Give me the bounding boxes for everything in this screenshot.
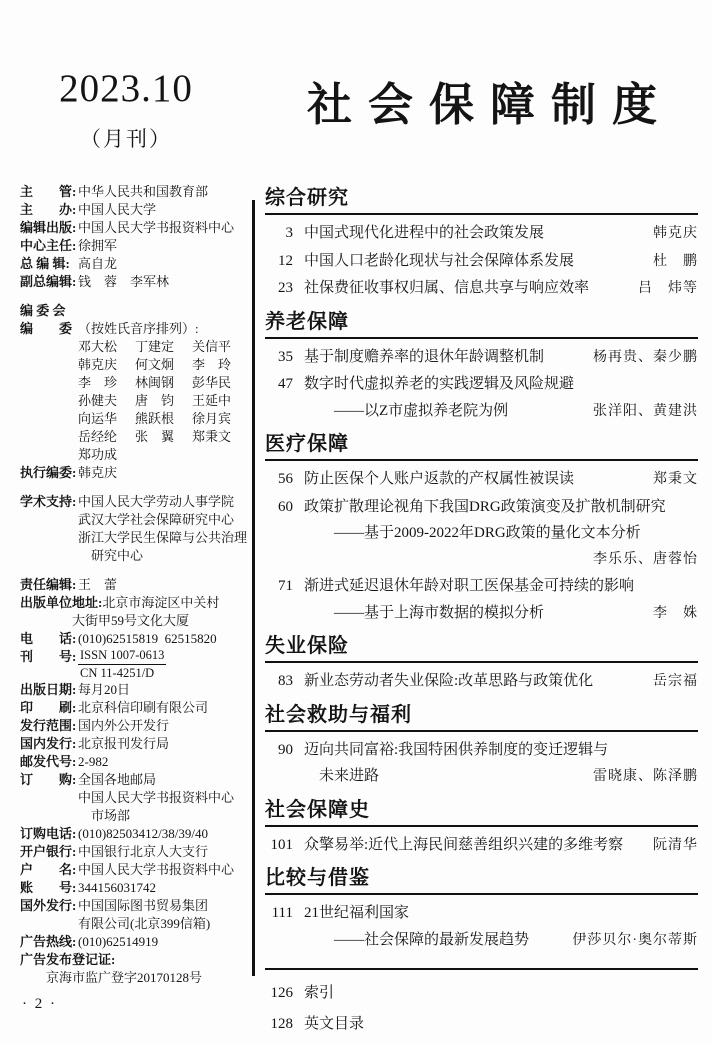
entry-author: 雷晓康、陈泽鹏 <box>593 769 698 784</box>
toc-entry-row <box>265 900 698 927</box>
masthead-value <box>78 464 244 482</box>
masthead-row <box>20 576 244 594</box>
section-rule <box>265 730 698 732</box>
toc-entry-row <box>265 398 698 426</box>
entry-title: 索引 <box>304 985 335 1001</box>
masthead-label: 学术支持: <box>20 494 77 509</box>
page-number: · 2 · <box>22 996 57 1012</box>
masthead-label: 广告热线: <box>20 934 77 949</box>
masthead-row <box>20 237 244 255</box>
section-rule <box>265 459 698 461</box>
section-rule <box>265 337 698 339</box>
toc-entry-row <box>265 220 698 248</box>
masthead-label: 国外发行: <box>20 898 77 913</box>
entry-title: 政策扩散理论视角下我国DRG政策演变及扩散机制研究 <box>304 498 666 515</box>
board-member-name: 孙健夫 <box>78 393 118 408</box>
toc-entry-row <box>265 547 698 574</box>
section-rule <box>265 893 698 895</box>
journal-title: 社会保障制度 <box>306 79 673 130</box>
section-heading: 综合研究 <box>265 187 349 209</box>
masthead-value-line: 研究中心 <box>78 548 144 563</box>
masthead-label: 订购电话: <box>20 826 77 841</box>
board-member-name: 韩克庆 <box>78 357 118 372</box>
masthead-value-line: 北京报刊发行局 <box>78 736 170 751</box>
masthead-value <box>78 753 244 771</box>
entry-page-number: 3 <box>285 225 293 241</box>
masthead-value <box>78 735 244 753</box>
section-heading: 社会救助与福利 <box>265 703 412 726</box>
entry-title: 社保费征收事权归属、信息共享与响应效率 <box>304 280 590 296</box>
masthead-value-line: 北京科信印刷有限公司 <box>78 700 209 715</box>
entry-page-number: 47 <box>278 376 293 392</box>
back-matter-rule <box>265 968 698 970</box>
entry-subtitle: ——以Z市虚拟养老院为例 <box>334 402 509 419</box>
entry-title: 基于制度赡养率的退休年龄调整机制 <box>304 348 545 365</box>
section-rule <box>265 661 698 663</box>
masthead-value-line: 市场部 <box>78 808 131 823</box>
entry-title: 中国式现代化进程中的社会政策发展 <box>304 225 545 241</box>
entry-title: 防止医保个人账户返款的产权属性被误读 <box>304 471 575 487</box>
entry-title: 迈向共同富裕:我国特困供养制度的变迁逻辑与 <box>304 741 609 758</box>
column-divider-line <box>252 200 255 976</box>
board-member-name: 李 珍 <box>78 375 118 390</box>
entry-title: 渐进式延迟退休年龄对职工医保基金可持续的影响 <box>304 578 635 594</box>
board-member-name: 岳经纶 <box>78 429 118 444</box>
masthead-value-line: 中国银行北京人大支行 <box>78 844 209 859</box>
masthead-value-line: 中国人民大学书报资料中心 <box>78 862 235 877</box>
masthead-value-line: 中华人民共和国教育部 <box>78 184 209 199</box>
masthead-label: 印 刷: <box>20 700 77 715</box>
toc-entry-row <box>265 520 698 547</box>
masthead-value <box>78 843 244 861</box>
board-member-name: 张 翼 <box>135 429 175 444</box>
toc-entry-row <box>265 371 698 398</box>
issue-number: 2023.10 <box>59 67 193 110</box>
masthead-row <box>20 302 244 320</box>
board-member-name: 唐 钧 <box>135 393 175 408</box>
entry-page-number: 111 <box>271 905 293 921</box>
masthead-value-line: 徐拥军 <box>78 238 118 253</box>
entry-page-number: 83 <box>278 673 293 689</box>
masthead-value-line: (010)82503412/38/39/40 <box>78 826 208 841</box>
masthead-row <box>20 825 244 843</box>
masthead-value-line: 韩克庆 <box>78 465 118 480</box>
masthead-value-line: 国内外公开发行 <box>78 718 170 733</box>
masthead-value <box>78 302 244 320</box>
masthead-value <box>78 897 244 933</box>
masthead-row <box>20 735 244 753</box>
masthead-value-line: (010)62514919 <box>78 934 159 949</box>
masthead-row <box>20 255 244 273</box>
masthead-row <box>20 493 248 565</box>
cn-number: CN 11-4251/D <box>80 666 155 680</box>
masthead-row <box>20 648 244 681</box>
masthead-value <box>78 933 244 951</box>
masthead-value <box>78 879 244 897</box>
masthead-label: 广告发布登记证: <box>20 952 116 967</box>
issn-number: ISSN 1007-0613 <box>78 648 166 665</box>
masthead-value <box>78 648 244 681</box>
main-content <box>0 179 712 1040</box>
masthead-value-line: 中国人民大学 <box>78 202 157 217</box>
masthead-label: 发行范围: <box>20 718 77 733</box>
section-rule <box>265 213 698 215</box>
section-heading: 社会保障史 <box>265 798 370 821</box>
masthead-value-line: 北京市海淀区中关村 <box>102 595 220 610</box>
board-member-name: 彭华民 <box>192 375 232 390</box>
toc-entry-row <box>265 248 698 276</box>
entry-author: 伊莎贝尔·奥尔蒂斯 <box>572 932 698 948</box>
masthead-row <box>20 681 244 699</box>
board-name-row <box>20 428 244 446</box>
entry-title: 中国人口老龄化现状与社会保障体系发展 <box>304 252 575 269</box>
section-heading: 养老保障 <box>265 310 349 333</box>
masthead-value <box>78 237 244 255</box>
masthead-row <box>20 464 244 482</box>
masthead-row <box>20 843 244 861</box>
entry-page-number: 90 <box>278 741 293 758</box>
entry-subtitle: ——基于上海市数据的模拟分析 <box>334 604 545 621</box>
masthead-label: 总 编 辑: <box>20 256 70 271</box>
board-member-name: 郑秉文 <box>192 429 232 444</box>
entry-author: 杜 鹏 <box>653 253 698 269</box>
masthead-label: 出版单位地址: <box>20 595 103 610</box>
masthead-row <box>20 717 244 735</box>
masthead-value-line: 钱 蓉 李军林 <box>78 274 170 289</box>
masthead-row <box>20 861 244 879</box>
entry-page-number: 101 <box>270 836 293 853</box>
toc-entry-row <box>265 573 698 600</box>
masthead-label: 副总编辑: <box>20 274 77 289</box>
masthead-label: 编辑出版: <box>20 220 77 235</box>
masthead-value <box>78 493 248 565</box>
section-heading: 失业保险 <box>265 635 349 657</box>
page-header <box>0 0 712 153</box>
entry-author: 李 姝 <box>653 605 698 621</box>
masthead-label: 主 管: <box>20 184 77 199</box>
entry-page-number: 35 <box>278 348 293 365</box>
entry-page-number: 128 <box>270 1016 293 1032</box>
masthead-label: 订 购: <box>20 772 77 787</box>
masthead-value <box>78 183 244 201</box>
section-heading: 医疗保障 <box>265 433 349 455</box>
masthead-value-line: 2-982 <box>78 754 109 769</box>
masthead-value-line: 高自龙 <box>78 256 118 271</box>
masthead-label: 邮发代号: <box>20 754 77 769</box>
board-name-row <box>20 374 244 392</box>
masthead-row <box>20 753 244 771</box>
editorial-board-names <box>20 338 244 464</box>
back-matter-row <box>265 1009 698 1040</box>
toc-entry-row <box>265 763 698 791</box>
board-member-name: 王延中 <box>192 393 232 408</box>
toc-entry-row <box>265 737 698 764</box>
toc-entry-row <box>265 344 698 372</box>
masthead-label: 出版日期: <box>20 682 77 697</box>
back-matter-row <box>265 978 698 1009</box>
masthead-label: 户 名: <box>20 862 77 877</box>
spacer <box>20 565 244 576</box>
board-name-row <box>20 410 244 428</box>
masthead-row <box>20 699 244 717</box>
masthead-row <box>20 320 244 338</box>
masthead-row <box>20 951 244 969</box>
toc-entry-row <box>265 494 698 521</box>
board-member-name: 徐月宾 <box>192 411 232 426</box>
masthead-below-line: 大街甲59号文化大厦 <box>20 613 190 628</box>
entry-title: 21世纪福利国家 <box>304 905 410 921</box>
masthead-value <box>78 717 244 735</box>
board-member-name: 熊跃根 <box>135 411 175 426</box>
masthead-value-line: 有限公司(北京399信箱) <box>78 916 211 931</box>
entry-author: 韩克庆 <box>653 226 698 241</box>
entry-title: 众擎易举:近代上海民间慈善组织兴建的多维考察 <box>304 836 624 853</box>
masthead-value-line: 每月20日 <box>78 682 131 697</box>
entry-author: 郑秉文 <box>653 472 698 487</box>
masthead-value-line: （按姓氏音序排列）: <box>78 321 199 336</box>
entry-subtitle: 未来进路 <box>319 768 380 784</box>
masthead-label: 责任编辑: <box>20 577 77 592</box>
masthead-row <box>20 183 244 201</box>
board-member-name: 李 玲 <box>192 357 232 372</box>
masthead-value <box>78 630 244 648</box>
entry-page-number: 60 <box>278 498 293 515</box>
masthead-row <box>20 630 244 648</box>
masthead-value <box>78 681 244 699</box>
entry-page-number: 12 <box>278 252 293 269</box>
masthead-value <box>78 576 244 594</box>
masthead-value-line: 中国人民大学劳动人事学院 <box>78 494 235 509</box>
board-name-row <box>20 356 244 374</box>
masthead-value-line: 中国国际图书贸易集团 <box>78 898 209 913</box>
entry-author: 吕 炜等 <box>638 281 698 296</box>
masthead-value <box>78 699 244 717</box>
masthead-value <box>78 273 244 291</box>
entry-author: 杨再贵、秦少鹏 <box>593 349 698 365</box>
masthead-value-line: 中国人民大学书报资料中心 <box>78 220 235 235</box>
board-member-name: 向运华 <box>78 411 118 426</box>
masthead-row <box>20 594 244 612</box>
spacer <box>20 482 244 493</box>
toc-entry-row <box>265 466 698 494</box>
masthead-label: 国内发行: <box>20 736 77 751</box>
masthead-value <box>78 861 244 879</box>
board-member-name: 林闽钢 <box>135 375 175 390</box>
entry-subtitle: ——社会保障的最新发展趋势 <box>334 931 530 948</box>
masthead-value <box>102 594 244 612</box>
entry-title: 英文目录 <box>304 1016 365 1032</box>
board-member-name: 何文炯 <box>135 357 175 372</box>
issue-block <box>0 66 252 153</box>
masthead-value <box>78 219 244 237</box>
masthead-value <box>78 201 244 219</box>
entry-page-number: 126 <box>270 985 293 1001</box>
masthead-row <box>20 273 244 291</box>
masthead-value-line: 王 蕾 <box>78 577 118 592</box>
masthead-value-line: 浙江大学民生保障与公共治理 <box>78 530 248 545</box>
masthead-value-line: 中国人民大学书报资料中心 <box>78 790 235 805</box>
masthead-value <box>78 825 244 843</box>
masthead-value-line: 344156031742 <box>78 880 156 895</box>
entry-page-number: 56 <box>278 471 293 487</box>
toc-entry-row <box>265 668 698 696</box>
back-matter <box>265 978 698 1040</box>
entry-page-number: 71 <box>278 578 293 594</box>
board-name-row <box>20 338 244 356</box>
masthead-row <box>20 201 244 219</box>
issn-cn-fraction <box>78 648 166 681</box>
entry-title: 数字时代虚拟养老的实践逻辑及风险规避 <box>304 376 575 392</box>
masthead-row <box>20 219 244 237</box>
toc-entry-row <box>265 832 698 860</box>
entry-page-number: 23 <box>278 280 293 296</box>
masthead-row <box>20 879 244 897</box>
masthead-value <box>78 771 244 825</box>
entry-author: 阮清华 <box>653 837 698 853</box>
board-name-row <box>20 446 244 464</box>
masthead-label: 刊 号: <box>20 649 77 664</box>
board-member-name: 丁建定 <box>135 339 175 354</box>
issue-frequency: （月刊） <box>80 127 172 151</box>
masthead-label: 中心主任: <box>20 238 77 253</box>
entry-title: 新业态劳动者失业保险:改革思路与政策优化 <box>304 673 594 689</box>
masthead-value <box>115 951 244 969</box>
masthead-value-line: 全国各地邮局 <box>78 772 157 787</box>
entry-author: 张洋阳、黄建洪 <box>593 403 698 419</box>
section-heading: 比较与借鉴 <box>265 867 370 889</box>
entry-subtitle: ——基于2009-2022年DRG政策的量化文本分析 <box>334 525 641 541</box>
masthead-below-line: 京海市监广登字20170128号 <box>20 970 203 985</box>
masthead-value <box>78 255 244 273</box>
masthead-label: 主 办: <box>20 202 77 217</box>
board-member-name: 郑功成 <box>78 447 118 462</box>
section-rule <box>265 825 698 827</box>
entry-author: 岳宗福 <box>653 674 698 689</box>
spacer <box>20 291 244 302</box>
masthead-label: 编 委 会 <box>20 303 66 318</box>
toc-entry-row <box>265 600 698 628</box>
toc-entry-row <box>265 275 698 303</box>
masthead-label: 电 话: <box>20 631 77 646</box>
masthead-label: 开户银行: <box>20 844 77 859</box>
masthead-row <box>20 933 244 951</box>
masthead-row <box>20 897 244 933</box>
board-member-name: 关信平 <box>192 339 232 354</box>
masthead-label: 执行编委: <box>20 465 77 480</box>
masthead-value <box>78 320 244 338</box>
table-of-contents <box>252 179 712 1040</box>
masthead-row <box>20 771 244 825</box>
entry-author: 李乐乐、唐蓉怡 <box>593 551 698 567</box>
masthead-label: 账 号: <box>20 880 77 895</box>
masthead-value-line: 武汉大学社会保障研究中心 <box>78 512 235 527</box>
masthead-column <box>0 179 252 1040</box>
masthead-value-line: (010)62515819 62515820 <box>78 631 217 646</box>
toc-entry-row <box>265 927 698 955</box>
board-member-name: 邓大松 <box>78 339 118 354</box>
board-name-row <box>20 392 244 410</box>
masthead-label: 编 委 <box>20 321 73 336</box>
